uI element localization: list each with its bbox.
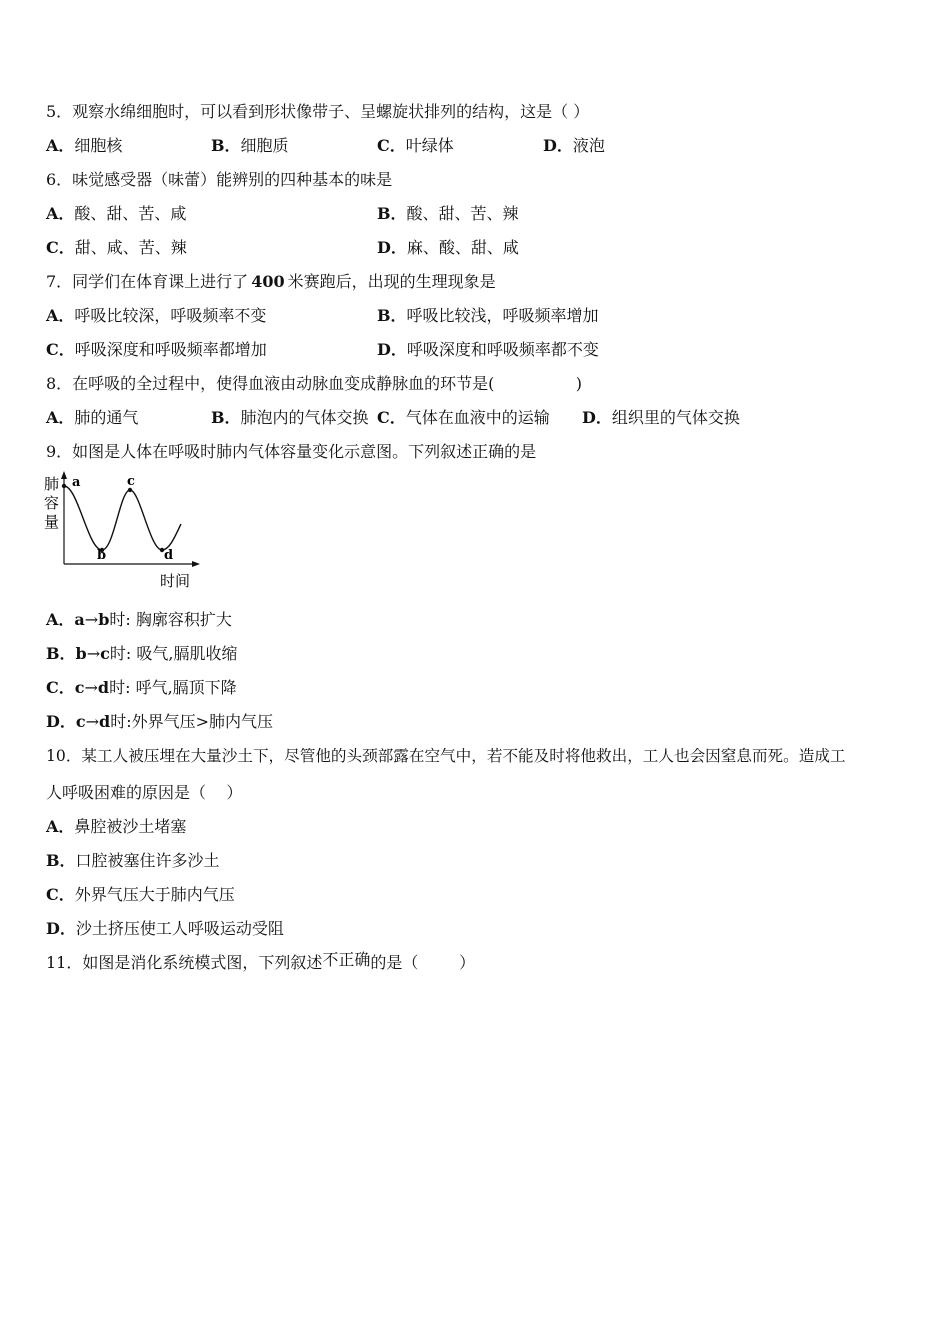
- option-text: 时: 胸廓容积扩大: [109, 610, 232, 629]
- option-key: A．: [46, 204, 75, 223]
- question-5-stem: 5．观察水绵细胞时，可以看到形状像带子、呈螺旋状排列的结构，这是（ ）: [46, 102, 590, 121]
- question-6-stem: 6．味觉感受器（味蕾）能辨别的四种基本的味是: [46, 170, 393, 189]
- option-text: 呼吸比较浅，呼吸频率增加: [406, 306, 599, 325]
- option-key: D．: [377, 238, 407, 257]
- stem-text: 7．同学们在体育课上进行了: [46, 272, 249, 291]
- option-key: B．: [46, 851, 76, 870]
- point-a-label: a: [72, 475, 81, 490]
- option-to: b: [98, 610, 110, 629]
- q5-option-d[interactable]: [543, 136, 605, 156]
- option-from: b: [75, 644, 87, 663]
- q7-option-c[interactable]: [46, 340, 267, 360]
- option-key: C．: [46, 678, 75, 697]
- option-key: C．: [46, 238, 75, 257]
- q7-option-b[interactable]: [377, 306, 599, 326]
- option-key: A．: [46, 306, 75, 325]
- option-text: 细胞核: [74, 136, 123, 155]
- x-axis-label: 时间: [160, 572, 191, 590]
- option-text: 甜、咸、苦、辣: [74, 238, 187, 257]
- option-from: a: [74, 610, 85, 629]
- option-key: D．: [46, 919, 76, 938]
- option-text: 酸、甜、苦、咸: [74, 204, 187, 223]
- option-text: 鼻腔被沙土堵塞: [74, 817, 187, 836]
- q9-option-a[interactable]: [46, 610, 232, 630]
- option-to: c: [100, 644, 110, 663]
- option-key: A．: [46, 817, 75, 836]
- q8-option-d[interactable]: [582, 408, 740, 428]
- option-key: A．: [46, 610, 75, 629]
- q10-option-b[interactable]: [46, 851, 220, 871]
- arrow-right-icon: →: [86, 644, 101, 663]
- q9-option-c[interactable]: [46, 678, 237, 698]
- x-axis-arrow-icon: [192, 561, 200, 567]
- option-key: C．: [46, 885, 75, 904]
- option-text: 麻、酸、甜、咸: [406, 238, 519, 257]
- y-axis-label-char: 肺: [44, 475, 60, 493]
- option-text: 细胞质: [240, 136, 289, 155]
- option-key: C．: [377, 136, 406, 155]
- option-to: d: [99, 712, 111, 731]
- stem-text: 的是（ ）: [370, 953, 476, 972]
- stem-emphasis: 不正确: [322, 950, 371, 969]
- arrow-right-icon: →: [85, 712, 100, 731]
- option-text: 叶绿体: [405, 136, 454, 155]
- option-text: 组织里的气体交换: [611, 408, 740, 427]
- lung-volume-figure: [40, 468, 210, 592]
- point-c-label: c: [127, 474, 135, 489]
- option-from: c: [75, 712, 86, 731]
- question-7-stem: [46, 272, 496, 292]
- arrow-right-icon: →: [84, 610, 99, 629]
- y-axis-label-char: 量: [44, 513, 60, 531]
- stem-text: 米赛跑后，出现的生理现象是: [287, 272, 496, 291]
- option-key: B．: [211, 408, 241, 427]
- q10-option-d[interactable]: [46, 919, 284, 939]
- q10-option-c[interactable]: [46, 885, 235, 905]
- option-text: 肺的通气: [74, 408, 139, 427]
- q6-option-c[interactable]: [46, 238, 187, 258]
- stem-number: 400: [251, 272, 285, 291]
- q8-option-a[interactable]: [46, 408, 138, 428]
- y-axis-label-char: 容: [44, 494, 60, 512]
- q8-option-b[interactable]: [211, 408, 369, 428]
- volume-curve: [64, 486, 181, 550]
- q7-option-a[interactable]: [46, 306, 266, 326]
- question-10-stem-line-1: 10．某工人被压埋在大量沙土下，尽管他的头颈部露在空气中，若不能及时将他救出，工人也会因窒息而死。造成工: [46, 747, 846, 765]
- q6-option-a[interactable]: [46, 204, 186, 224]
- option-text: 气体在血液中的运输: [405, 408, 550, 427]
- option-text: 沙土挤压使工人呼吸运动受阻: [75, 919, 284, 938]
- q10-option-a[interactable]: [46, 817, 186, 837]
- option-key: D．: [377, 340, 407, 359]
- q6-option-b[interactable]: [377, 204, 519, 224]
- q5-option-b[interactable]: [211, 136, 289, 156]
- option-from: c: [74, 678, 85, 697]
- option-key: A．: [46, 408, 75, 427]
- point-d-label: d: [164, 548, 174, 563]
- option-text: 时:外界气压>肺内气压: [110, 712, 274, 731]
- question-11-stem: [46, 950, 476, 973]
- q8-option-c[interactable]: [377, 408, 550, 428]
- option-key: C．: [377, 408, 406, 427]
- option-text: 时: 呼气,膈顶下降: [109, 678, 237, 697]
- option-text: 时: 吸气,膈肌收缩: [109, 644, 238, 663]
- option-key: B．: [211, 136, 241, 155]
- option-key: B．: [46, 644, 76, 663]
- option-text: 外界气压大于肺内气压: [74, 885, 235, 904]
- q5-option-c[interactable]: [377, 136, 454, 156]
- option-key: B．: [377, 204, 407, 223]
- stem-text: 11．如图是消化系统模式图，下列叙述: [46, 953, 323, 972]
- option-text: 肺泡内的气体交换: [240, 408, 369, 427]
- option-key: D．: [543, 136, 573, 155]
- y-axis-arrow-icon: [61, 471, 67, 479]
- option-key: D．: [582, 408, 612, 427]
- option-key: A．: [46, 136, 75, 155]
- option-to: d: [97, 678, 110, 697]
- option-text: 呼吸比较深，呼吸频率不变: [74, 306, 267, 325]
- option-text: 呼吸深度和呼吸频率都增加: [74, 340, 267, 359]
- question-8-stem: 8．在呼吸的全过程中，使得血液由动脉血变成静脉血的环节是( ): [46, 374, 583, 393]
- arrow-right-icon: →: [84, 678, 98, 697]
- option-text: 酸、甜、苦、辣: [406, 204, 519, 223]
- question-9-stem: 9．如图是人体在呼吸时肺内气体容量变化示意图。下列叙述正确的是: [46, 442, 537, 461]
- option-text: 口腔被塞住许多沙土: [75, 851, 220, 870]
- q9-option-d[interactable]: [46, 712, 273, 732]
- question-10-stem-line-2: 人呼吸困难的原因是（ ）: [46, 783, 243, 802]
- point-a-dot: [62, 484, 66, 488]
- option-text: 呼吸深度和呼吸频率都不变: [406, 340, 599, 359]
- option-text: 液泡: [572, 136, 605, 155]
- option-key: B．: [377, 306, 407, 325]
- option-key: D．: [46, 712, 76, 731]
- q7-option-d[interactable]: [377, 340, 599, 360]
- q6-option-d[interactable]: [377, 238, 519, 258]
- point-b-label: b: [97, 548, 107, 563]
- q9-option-b[interactable]: [46, 644, 237, 664]
- option-key: C．: [46, 340, 75, 359]
- q5-option-a[interactable]: [46, 136, 122, 156]
